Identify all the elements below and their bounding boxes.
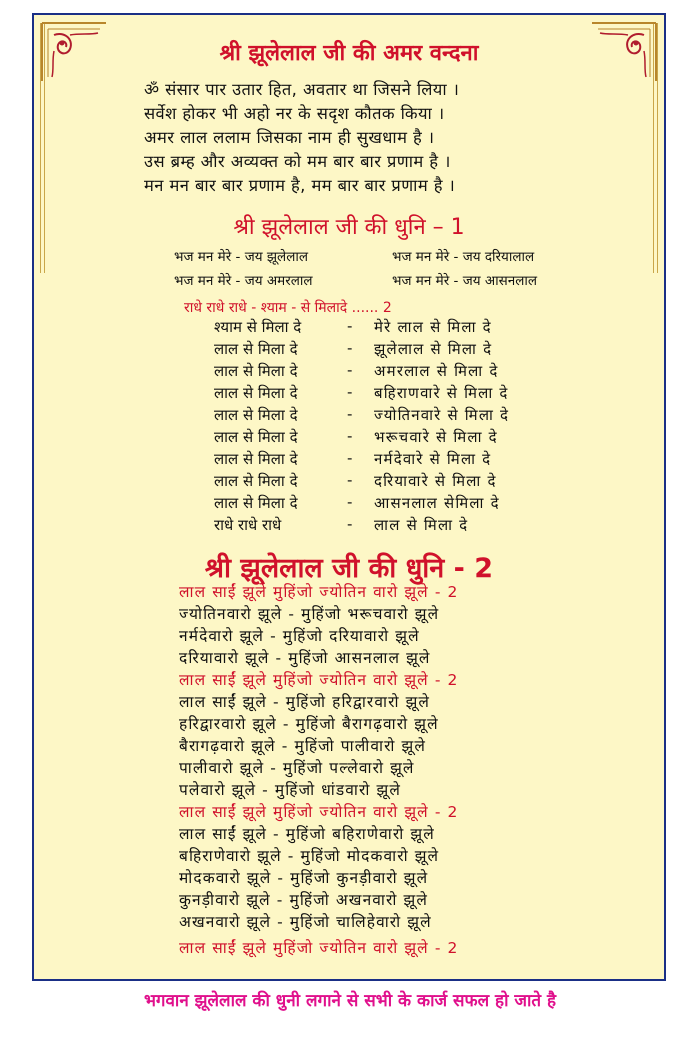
dhuni-1-dash: - — [347, 427, 353, 445]
bhaj-line: भज मन मेरे - जय आसनलाल — [392, 273, 538, 289]
dhuni-1-right: नर्मदेवारे से मिला दे — [374, 450, 492, 468]
dhuni-1-right: अमरलाल से मिला दे — [374, 362, 499, 380]
dhuni-2-line: लाल साईं झूले मुहिंजो ज्योतिन वारो झूले - 2 — [179, 803, 459, 821]
dhuni-1-left: राधे राधे राधे — [214, 516, 282, 534]
dhuni-1-dash: - — [347, 449, 353, 467]
dhuni-1-right: झूलेलाल से मिला दे — [374, 340, 493, 358]
dhuni-1-right: दरियावारे से मिला दे — [374, 472, 497, 490]
verse-line: सर्वेश होकर भी अहो नर के सदृश कौतक किया । — [144, 104, 445, 123]
dhuni-2-line: बहिराणेवारो झूले - मुहिंजो मोदकवारो झूले — [179, 847, 440, 865]
section-title-dhuni-1: श्री झूलेलाल जी की धुनि – 1 — [233, 215, 465, 240]
bhaj-line: भज मन मेरे - जय झूलेलाल — [174, 249, 309, 265]
dhuni-1-dash: - — [347, 515, 353, 533]
dhuni-2-line: लाल साईं झूले मुहिंजो ज्योतिन वारो झूले - 2 — [179, 939, 459, 957]
dhuni-1-left: लाल से मिला दे — [214, 450, 298, 468]
dhuni-2-line: पलेवारो झूले - मुहिंजो धांडवारो झूले — [179, 781, 401, 799]
bhaj-line: भज मन मेरे - जय अमरलाल — [174, 273, 313, 289]
dhuni-2-line: ज्योतिनवारो झूले - मुहिंजो भरूचवारो झूले — [179, 605, 440, 623]
dhuni-1-left: लाल से मिला दे — [214, 494, 298, 512]
dhuni-1-right: ज्योतिनवारे से मिला दे — [374, 406, 510, 424]
footer-note: भगवान झूलेलाल की धुनी लगाने से सभी के कार्ज सफल हो जाते है — [143, 991, 557, 1011]
dhuni-1-dash: - — [347, 339, 353, 357]
dhuni-1-dash: - — [347, 361, 353, 379]
dhuni-2-line: दरियावारो झूले - मुहिंजो आसनलाल झूले — [179, 649, 431, 667]
dhuni-2-line: बैरागढ़वारो झूले - मुहिंजो पालीवारो झूले — [179, 737, 426, 755]
dhuni-2-line: मोदकवारो झूले - मुहिंजो कुनड़ीवारो झूले — [179, 869, 429, 887]
dhuni-1-right: भरूचवारे से मिला दे — [374, 428, 498, 446]
dhuni-1-left: लाल से मिला दे — [214, 472, 298, 490]
dhuni-1-left: लाल से मिला दे — [214, 340, 298, 358]
bordered-frame — [32, 13, 666, 981]
dhuni-2-line: नर्मदेवारो झूले - मुहिंजो दरियावारो झूले — [179, 627, 420, 645]
verse-line: उस ब्रम्ह और अव्यक्त को मम बार बार प्रणाम है । — [144, 152, 451, 171]
section-title-dhuni-2: श्री झूलेलाल जी की धुनि - 2 — [204, 553, 494, 584]
dhuni-1-dash: - — [347, 383, 353, 401]
verse-line: ॐ संसार पार उतार हित, अवतार था जिसने लिया । — [144, 80, 460, 99]
dhuni-1-right: बहिराणवारे से मिला दे — [374, 384, 509, 402]
dhuni-1-left: लाल से मिला दे — [214, 384, 298, 402]
dhuni-2-line: लाल साईं झूले मुहिंजो ज्योतिन वारो झूले - 2 — [179, 671, 459, 689]
dhuni-1-right: मेरे लाल से मिला दे — [374, 318, 492, 336]
dhuni-2-line: लाल साईं झूले - मुहिंजो बहिराणेवारो झूले — [179, 825, 435, 843]
dhuni-1-left: लाल से मिला दे — [214, 406, 298, 424]
page-title: श्री झूलेलाल जी की अमर वन्दना — [219, 41, 479, 66]
dhuni-1-dash: - — [347, 317, 353, 335]
dhuni-2-line: अखनवारो झूले - मुहिंजो चालिहेवारो झूले — [179, 913, 432, 931]
dhuni-1-dash: - — [347, 493, 353, 511]
dhuni-1-right: आसनलाल सेमिला दे — [374, 494, 500, 512]
dhuni-1-left: लाल से मिला दे — [214, 362, 298, 380]
refrain-line: राधे राधे राधे - श्याम - से मिलादे ...... 2 — [184, 300, 392, 316]
dhuni-1-dash: - — [347, 471, 353, 489]
dhuni-1-right: लाल से मिला दे — [374, 516, 469, 534]
dhuni-1-dash: - — [347, 405, 353, 423]
verse-line: अमर लाल ललाम जिसका नाम ही सुखधाम है । — [144, 128, 435, 147]
dhuni-2-line: कुनड़ीवारो झूले - मुहिंजो अखनवारो झूले — [179, 891, 428, 909]
dhuni-2-line: लाल साईं झूले - मुहिंजो हरिद्वारवारो झूले — [179, 693, 431, 711]
dhuni-2-line: हरिद्वारवारो झूले - मुहिंजो बैरागढ़वारो झूले — [179, 715, 439, 733]
dhuni-2-line: लाल साईं झूले मुहिंजो ज्योतिन वारो झूले - 2 — [179, 583, 459, 601]
dhuni-1-left: श्याम से मिला दे — [214, 318, 302, 336]
dhuni-2-line: पालीवारो झूले - मुहिंजो पल्लेवारो झूले — [179, 759, 415, 777]
bhaj-line: भज मन मेरे - जय दरियालाल — [392, 249, 535, 265]
verse-line: मन मन बार बार प्रणाम है, मम बार बार प्रणाम है । — [144, 176, 456, 195]
dhuni-1-left: लाल से मिला दे — [214, 428, 298, 446]
